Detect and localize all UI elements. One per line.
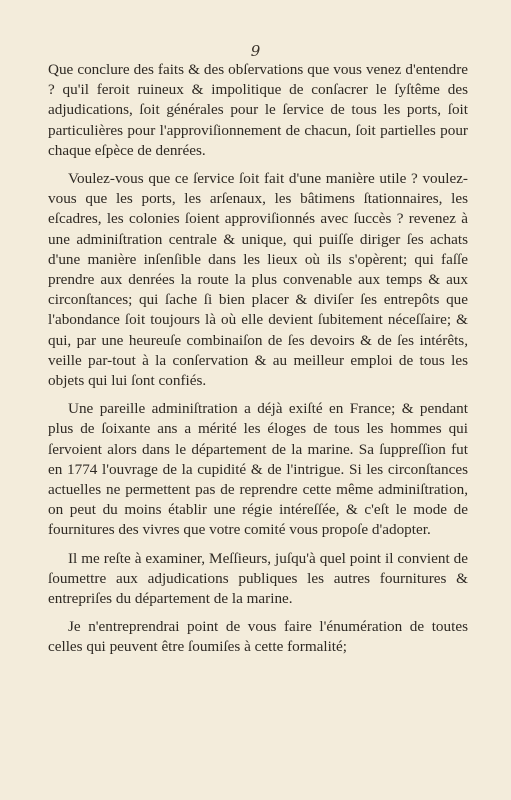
body-text — [48, 60, 468, 658]
paragraph: Voulez-vous que ce ſervice ſoit fait d'une manière utile ? voulez-vous que les ports, les arſenaux, les bâtimens ſtationnaires, les eſcadres, les colonies ſoient approviſionnés avec ſuccès ? revenez à une adminiſtration centrale & unique, qui puiſſe diriger ſes achats d'une manière inſenſible dans les lieux où ils s'opèrent; qui faſſe prendre aux denrées la route la plus convenable aux temps & aux circonſtances; qui ſache ſi bien placer & diviſer ſes entrepôts que l'abondance ſoit toujours là où elle devient ſubitement néceſſaire; & qui, par une heureuſe combinaiſon de ſes devoirs & de ſes intérêts, veille par-tout à la conſervation & au meilleur emploi de tous les objets qui lui ſont confiés. — [48, 170, 468, 390]
paragraph: Il me reſte à examiner, Meſſieurs, juſqu'à quel point il convient de ſoumettre aux adjudications publiques les autres fournitures & entrepriſes du département de la marine. — [48, 549, 468, 608]
paragraph: Une pareille adminiſtration a déjà exiſté en France; & pendant plus de ſoixante ans a mérité les éloges de tous les hommes qui ſervoient alors dans le département de la marine. Sa ſuppreſſion fut en 1774 l'ouvrage de la cupidité & de l'intrigue. Si les circonſtances actuelles ne permettent pas de reprendre cette même adminiſtration, on peut du moins établir une régie intéreſſée, & c'eſt le mode de fournitures des vivres que votre comité vous propoſe d'adopter. — [48, 400, 468, 539]
paragraph: Que conclure des faits & des obſervations que vous venez d'entendre ? qu'il feroit ruineux & impolitique de conſacrer le ſyſtême des adjudications, ſoit générales pour le ſervice de tous les ports, ſoit particulières pour l'approviſionnement de chacun, ſoit partielles pour chaque eſpèce de denrées. — [48, 61, 468, 159]
page-number: 9 — [250, 42, 261, 60]
paragraph: Je n'entreprendrai point de vous faire l'énumération de toutes celles qui peuvent être ſoumiſes à cette formalité; — [48, 618, 468, 656]
